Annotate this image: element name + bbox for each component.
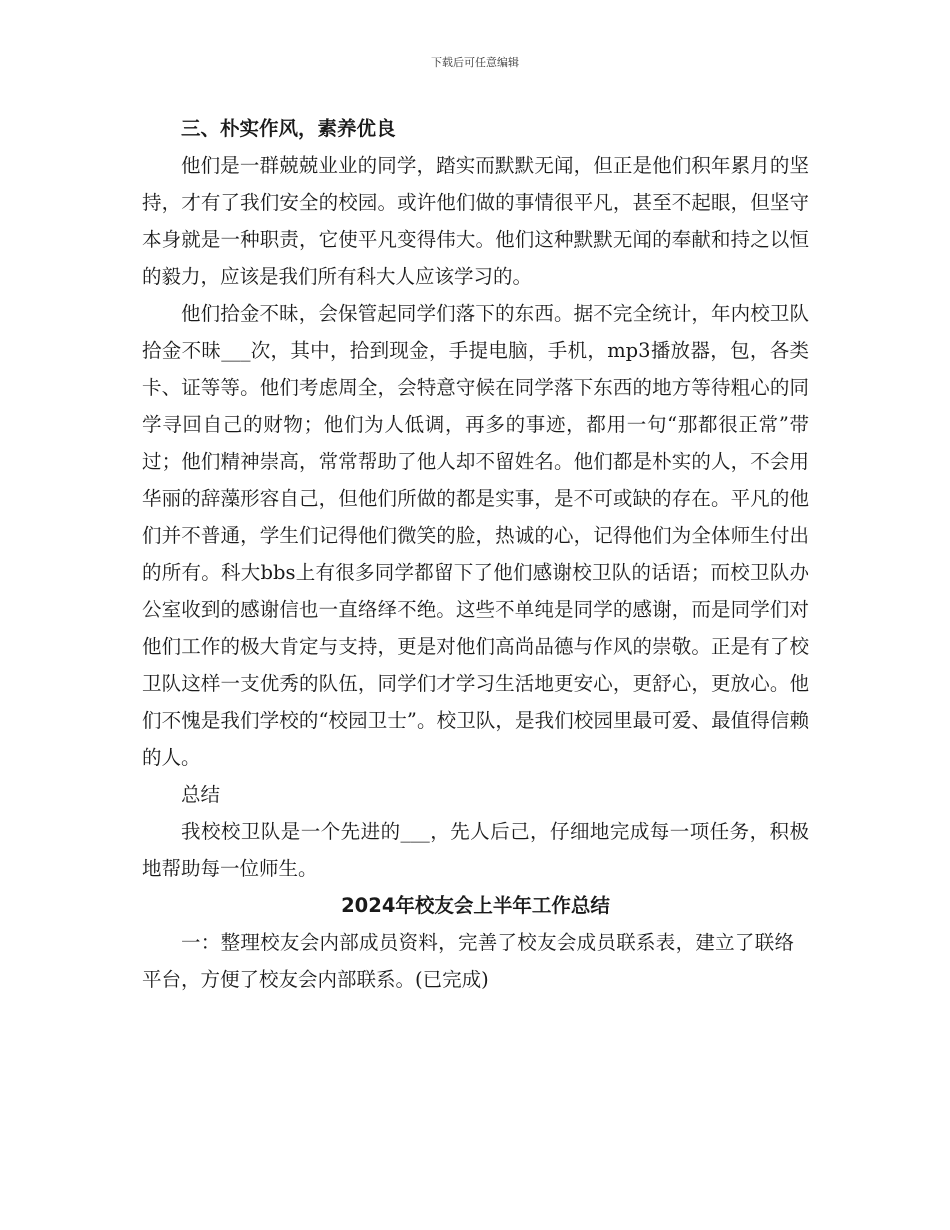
section-heading: 三、朴实作风，素养优良 [181, 117, 396, 140]
paragraph-summary: 我校校卫队是一个先进的___，先人后己，仔细地完成每一项任务，积极地帮助每一位师生。 [142, 820, 809, 880]
paragraph-item-1: 一：整理校友会内部成员资料，完善了校友会成员联系表，建立了联络平台，方便了校友会内部联系。(已完成) [142, 931, 794, 991]
report-title: 2024年校友会上半年工作总结 [341, 894, 610, 917]
page-header: 下载后可任意编辑 [431, 56, 519, 69]
paragraph-honesty: 他们拾金不昧，会保管起同学们落下的东西。据不完全统计，年内校卫队拾金不昧___次，其中，拾到现金，手提电脑，手机，mp3播放器，包，各类卡、证等等。他们考虑周全，会特意守候在同学落下东西的地方等待粗心的同学寻回自己的财物；他们为人低调，再多的事迹，都用一句“那都很正常”带过；他们精神崇高，常常帮助了他人却不留姓名。他们都是朴实的人，不会用华丽的辞藻形容自己，但他们所做的都是实事，是不可或缺的存在。平凡的他们并不普通，学生们记得他们微笑的脸，热诚的心，记得他们为全体师生付出的所有。科大bbs上有很多同学都留下了他们感谢校卫队的话语；而校卫队办公室收到的感谢信也一直络绎不绝。这些不单纯是同学的感谢，而是同学们对他们工作的极大肯定与支持，更是对他们高尚品德与作风的崇敬。正是有了校卫队这样一支优秀的队伍，同学们才学习生活地更安心，更舒心，更放心。他们不愧是我们学校的“校园卫士”。校卫队，是我们校园里最可爱、最值得信赖的人。 [142, 302, 809, 769]
document-body [142, 110, 809, 998]
paragraph-dedication: 他们是一群兢兢业业的同学，踏实而默默无闻，但正是他们积年累月的坚持，才有了我们安全的校园。或许他们做的事情很平凡，甚至不起眼，但坚守本身就是一种职责，它使平凡变得伟大。他们这种默默无闻的奉献和持之以恒的毅力，应该是我们所有科大人应该学习的。 [142, 154, 809, 288]
summary-label: 总结 [181, 783, 221, 806]
